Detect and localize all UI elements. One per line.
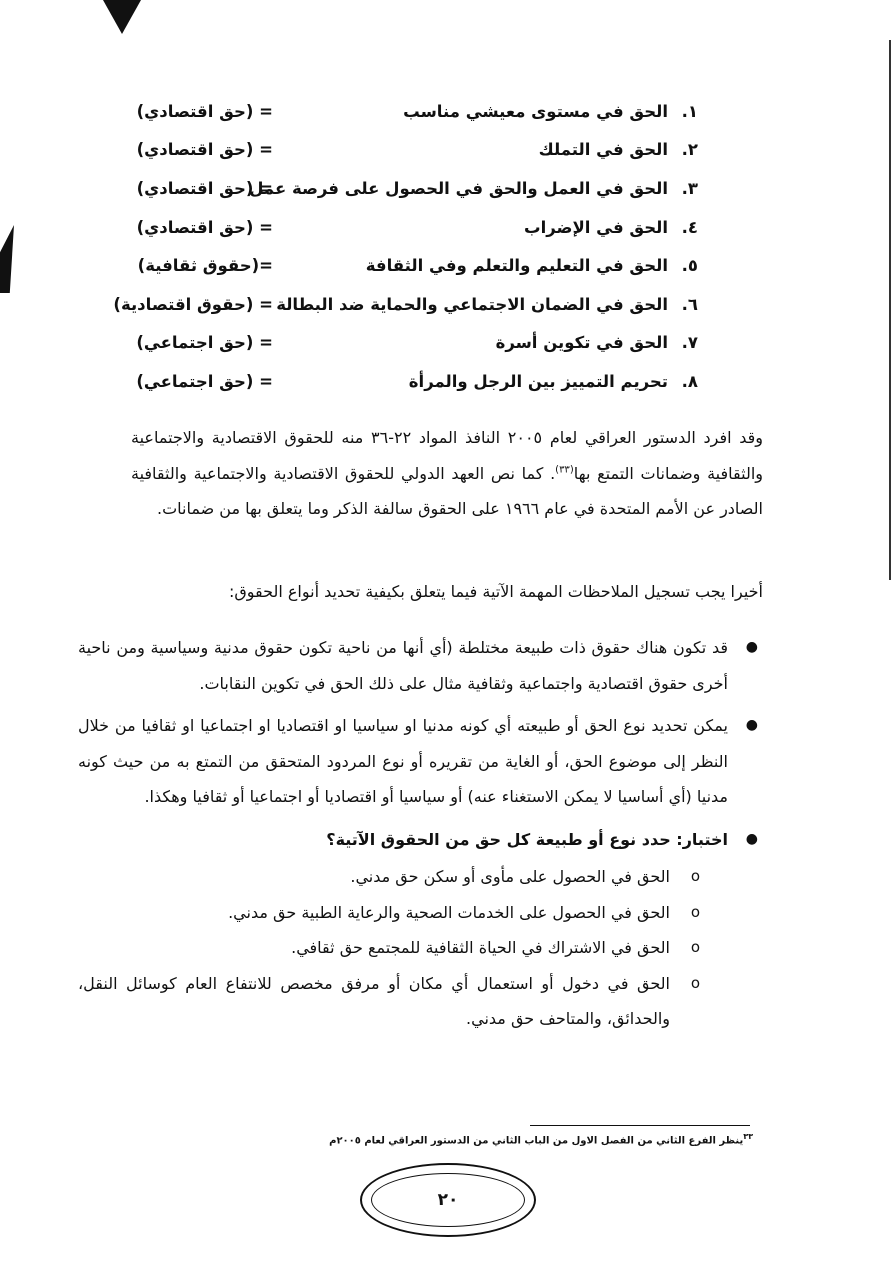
rights-list-item (138, 324, 698, 363)
rights-list-item (138, 362, 698, 401)
paragraph-text-after-ref: . كما نص العهد الدولي للحقوق الاقتصادية والاجتماعية والثقافية الصادر عن الأمم المتحدة في عام ١٩٦٦ على الحقوق سالفة الذكر وما يتعلق بها من ضمانات. (131, 463, 763, 518)
quiz-item-text: الحق في الحصول على الخدمات الصحية والرعاية الطبية حق مدني. (228, 902, 670, 922)
quiz-item (78, 895, 700, 931)
item-number: ٧. (681, 333, 698, 353)
bullet-dot-icon: ● (745, 830, 758, 847)
item-number: ٦. (681, 294, 698, 314)
item-number: ٨. (681, 371, 698, 391)
page-number: ٢٠ (371, 1173, 525, 1227)
footnote-reference[interactable]: (٣٣) (555, 464, 574, 476)
right-text: الحق في تكوين أسرة (495, 333, 668, 353)
footnote-separator (530, 1125, 750, 1126)
footnote (329, 1132, 753, 1146)
item-number: ٢. (681, 140, 698, 160)
rights-list (113, 92, 698, 401)
quiz-item (78, 930, 700, 966)
bullet-dot-icon: ● (745, 639, 758, 655)
rights-list-item (138, 92, 698, 131)
note-text: يمكن تحديد نوع الحق أو طبيعته أي كونه مدنيا او سياسيا او اقتصاديا او اجتماعيا او ثقافيا من خلال النظر إلى موضوع الحق، أو الغاية من تقريره أو نوع المردود المتحقق من التمتع به من حيث كونه مدنيا (أي أساسيا لا يمكن الاستغناء عنه) أو سياسيا أو اقتصاديا أو اجتماعيا أو ثقافيا وهكذا. (78, 716, 728, 806)
hollow-circle-icon: o (690, 973, 700, 992)
rights-list-item (113, 285, 698, 324)
rights-list-item (138, 169, 698, 208)
hollow-circle-icon: o (690, 902, 700, 921)
right-classification: = (حق اقتصادي) (136, 217, 273, 237)
right-classification: = (حق اقتصادي) (136, 140, 273, 160)
right-classification: = (حق اقتصادي) (136, 178, 273, 198)
note-bullet (78, 708, 758, 815)
item-number: ٥. (681, 256, 698, 276)
right-classification: = (حق اقتصادي) (136, 101, 273, 121)
quiz-item-text: الحق في الحصول على مأوى أو سكن حق مدني. (350, 867, 670, 886)
hollow-circle-icon: o (690, 867, 700, 885)
quiz-items (78, 859, 758, 1037)
rights-list-item (138, 246, 698, 285)
right-classification: =(حقوق ثقافية) (137, 256, 273, 276)
rights-list-item (138, 131, 698, 170)
right-text: الحق في التعليم والتعلم وفي الثقافة (365, 256, 668, 276)
notes-lead-sentence: أخيرا يجب تسجيل الملاحظات المهمة الآتية فيما يتعلق بكيفية تحديد أنواع الحقوق: (228, 582, 763, 601)
item-number: ١. (681, 101, 698, 121)
footnote-text: ينظر الفرع الثاني من الفصل الاول من الباب الثاني من الدستور العراقي لعام ٢٠٠٥م (329, 1135, 744, 1147)
paragraph-text-before-ref: وقد افرد الدستور العراقي لعام ٢٠٠٥ النافذ المواد ٢٢-٣٦ منه للحقوق الاقتصادية والاجتماعية والثقافية وضمانات التمتع بها (131, 428, 763, 483)
quiz-item-text: الحق في دخول أو استعمال أي مكان أو مرفق مخصص للانتفاع العام كوسائل النقل، والحدائق، والمتاحف حق مدني. (78, 973, 670, 1028)
quiz-item (78, 859, 700, 895)
note-text: قد تكون هناك حقوق ذات طبيعة مختلطة (أي أنها من ناحية تكون حقوق مدنية وسياسية ومن ناحية أخرى حقوق اقتصادية واجتماعية وثقافية مثال على ذلك الحق في تكوين النقابات. (78, 638, 728, 693)
quiz-item (78, 966, 700, 1037)
quiz-bullet (78, 822, 758, 858)
right-classification: = (حق اجتماعي) (136, 333, 273, 353)
scan-corner-mark (103, 0, 141, 34)
rights-list-item (138, 208, 698, 247)
hollow-circle-icon: o (690, 938, 700, 956)
item-number: ٤. (681, 217, 698, 237)
right-text: الحق في الضمان الاجتماعي والحماية ضد البطالة (276, 294, 668, 314)
right-text: تحريم التمييز بين الرجل والمرأة (408, 371, 668, 391)
quiz-prompt: اختبار: حدد نوع أو طبيعة كل حق من الحقوق الآتية؟ (326, 829, 728, 849)
constitution-paragraph (131, 420, 763, 527)
right-text: الحق في العمل والحق في الحصول على فرصة عمل (249, 178, 668, 198)
scan-right-edge (889, 40, 891, 580)
right-text: الحق في مستوى معيشي مناسب (403, 101, 668, 121)
quiz-item-text: الحق في الاشتراك في الحياة الثقافية للمجتمع حق ثقافي. (291, 938, 670, 957)
scan-edge-mark (0, 225, 14, 293)
item-number: ٣. (681, 178, 698, 198)
right-text: الحق في الإضراب (524, 217, 668, 237)
footnote-number: ٣٣ (743, 1132, 753, 1141)
bullet-dot-icon: ● (745, 717, 758, 733)
page-number-frame (360, 1163, 536, 1237)
quiz-items-container (78, 859, 758, 1037)
notes-bullet-list (78, 630, 758, 1037)
right-classification: = (حق اجتماعي) (136, 371, 273, 391)
right-text: الحق في التملك (538, 140, 668, 160)
note-bullet (78, 630, 758, 701)
right-classification: = (حقوق اقتصادية) (113, 294, 273, 314)
